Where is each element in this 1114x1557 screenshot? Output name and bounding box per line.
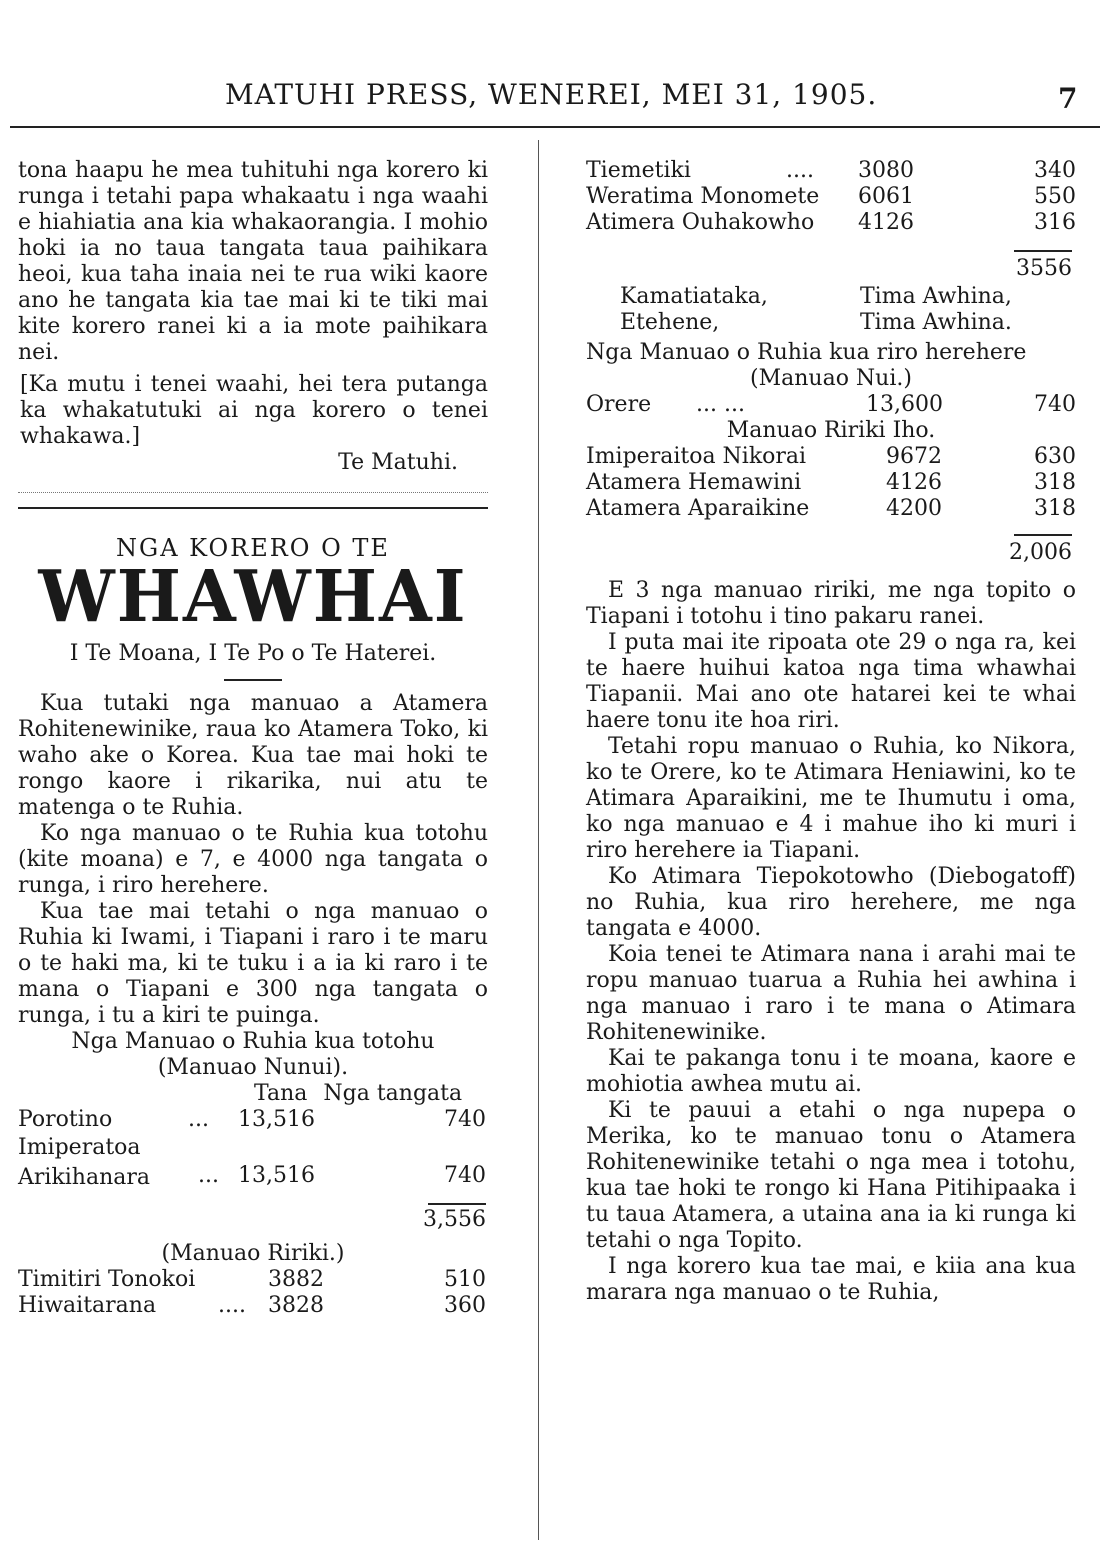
ship-tons: 13,516 xyxy=(238,1107,315,1132)
table-header xyxy=(18,1081,488,1107)
ship-men: 318 xyxy=(1034,496,1076,521)
officers-row xyxy=(586,310,1076,336)
continued-paragraph: tona haapu he mea tuhituhi nga korero ki runga i tetahi papa whakaatu i nga waahi e hiahiatia ana kia whakaorangia. I mohio hoki ia no taua tangata taua paihikara heoi, kua taha inaia nei te rua wiki kaore ano he tangata kia tae mai ki te tiki mai kite korero ranei ki a ia mote paihikara nei. xyxy=(18,158,488,365)
article-paragraph: Ki te pauui a etahi o nga nupepa o Merika, ko te manuao tonu o Atamera Rohitenewinike tetahi o nga mea i totohu, kua tae hoki te rongo ki Hana Pitihipaaka i tu taua Atamera, a utaina ana ia ki runga ki tetahi o nga Topito. xyxy=(586,1098,1076,1253)
sum-rule xyxy=(428,1203,486,1205)
subheadline: I Te Moana, I Te Po o Te Haterei. xyxy=(69,641,437,666)
article-paragraph: Tetahi ropu manuao o Ruhia, ko Nikora, ko te Orere, ko te Atimara Heniawini, ko te Atimara Aparaikini, me te Ihumutu i oma, ko nga manuao e 4 i mahue iho ki muri i riro herehere ia Tiapani. xyxy=(586,734,1076,863)
ship-name: Hiwaitarana xyxy=(18,1293,157,1318)
table-title: Nga Manuao o Ruhia kua totohu xyxy=(71,1029,435,1054)
ship-tons: 13,516 xyxy=(238,1163,315,1188)
ship-name: Porotino xyxy=(18,1107,113,1132)
ship-tons: 4126 xyxy=(886,470,942,495)
article-paragraph: I puta mai ite ripoata ote 29 o nga ra, kei te haere huihui katoa nga tima whawhai Tiapanii. Mai ano ote hatarei kei te whai haere tonu ite hoa riri. xyxy=(586,630,1076,733)
table-total: 2,006 xyxy=(1009,540,1072,565)
article-paragraph: Ko Atimara Tiepokotowho (Diebogatoff) no Ruhia, kua riro herehere, me nga tangata e 4000. xyxy=(586,864,1076,941)
table-total: 3,556 xyxy=(423,1207,486,1232)
ship-tons: 6061 xyxy=(858,184,914,209)
ship-men: 510 xyxy=(444,1267,486,1292)
headline-kicker: NGA KORERO O TE xyxy=(116,534,390,562)
table-row xyxy=(586,158,1076,184)
table-row xyxy=(18,1267,488,1293)
ship-name: Orere xyxy=(586,392,652,417)
table-subtitle: (Manuao Ririki.) xyxy=(161,1241,345,1266)
masthead-title: MATUHI PRESS, WENEREI, MEI 31, 1905. xyxy=(225,78,878,111)
table-row xyxy=(586,392,1076,418)
ship-tons: 4200 xyxy=(886,496,942,521)
officers-row xyxy=(586,284,1076,310)
table-row xyxy=(18,1293,488,1319)
ship-name: Timitiri Tonokoi xyxy=(18,1267,196,1292)
ship-men: 360 xyxy=(444,1293,486,1318)
ship-men: 740 xyxy=(444,1163,486,1188)
table-total: 3556 xyxy=(1016,256,1072,281)
headline: WHAWHAI xyxy=(38,555,468,639)
table-row xyxy=(586,496,1076,522)
article-paragraph: Kua tutaki nga manuao a Atamera Rohitenewinike, raua ko Atamera Toko, ki waho ake o Korea. Kua tae mai hoki te rongo kaore i rikarika, nui atu te matenga o te Ruhia. xyxy=(18,691,488,820)
sum-rule xyxy=(1014,250,1072,252)
leader-dots: .... xyxy=(218,1293,246,1318)
article-paragraph: I nga korero kua tae mai, e kiia ana kua marara nga manuao o te Ruhia, xyxy=(586,1254,1076,1305)
header-rule xyxy=(10,126,1100,128)
ship-name: Imiperaitoa Nikorai xyxy=(586,444,807,469)
officer-name: Tima Awhina. xyxy=(860,310,1012,335)
table-row xyxy=(586,210,1076,236)
leader-dots: ... xyxy=(188,1107,209,1132)
ship-name: Atimera Ouhakowho xyxy=(586,210,815,235)
ship-men: 740 xyxy=(1034,392,1076,417)
ship-name: Atamera Hemawini xyxy=(586,470,802,495)
leader-dots: ... ... xyxy=(696,392,745,417)
table-subtitle: Manuao Ririki Iho. xyxy=(726,418,936,443)
article-paragraph: Kua tae mai tetahi o nga manuao o Ruhia ki Iwami, i Tiapani i raro i te maru o te haki ma, ki te tuku i a ia ki raro i te mana o Tiapani e 300 nga tangata o runga, i tu a kiri te puinga. xyxy=(18,899,488,1028)
column-divider xyxy=(538,140,539,1540)
ship-name: Tiemetiki xyxy=(586,158,691,183)
column-header-tons: Tana xyxy=(254,1081,308,1106)
ship-tons: 13,600 xyxy=(866,392,943,417)
leader-dots: .... xyxy=(786,158,814,183)
ship-tons: 3080 xyxy=(858,158,914,183)
ship-men: 550 xyxy=(1034,184,1076,209)
officer-name: Kamatiataka, xyxy=(620,284,768,309)
ship-men: 316 xyxy=(1034,210,1076,235)
ship-name: Weratima Monomete xyxy=(586,184,820,209)
table-row xyxy=(586,470,1076,496)
ship-men: 340 xyxy=(1034,158,1076,183)
table-row xyxy=(586,444,1076,470)
officer-name: Etehene, xyxy=(620,310,720,335)
officer-name: Tima Awhina, xyxy=(860,284,1012,309)
article-paragraph: E 3 nga manuao ririki, me nga topito o Tiapani i totohu i tino pakaru ranei. xyxy=(586,578,1076,629)
ship-name: Imiperatoa Arikihanara xyxy=(18,1135,151,1190)
table-row xyxy=(586,184,1076,210)
left-column xyxy=(18,158,488,1319)
article-paragraph: Kai te pakanga tonu i te moana, kaore e mohiotia awhea mutu ai. xyxy=(586,1046,1076,1097)
article-paragraph: Koia tenei te Atimara nana i arahi mai te ropu manuao tuarua a Ruhia hei awhina i nga manuao i raro i te mana o Atimara Rohitenewinike. xyxy=(586,942,1076,1045)
ship-name: Atamera Aparaikine xyxy=(586,496,810,521)
table-subtitle: (Manuao Nunui). xyxy=(157,1055,349,1080)
column-header-men: Nga tangata xyxy=(323,1081,463,1106)
article-paragraph: Ko nga manuao o te Ruhia kua totohu (kite moana) e 7, e 4000 nga tangata o runga, i riro herehere. xyxy=(18,821,488,898)
leader-dots: ... xyxy=(198,1163,219,1188)
editor-note: [Ka mutu i tenei waahi, hei tera putanga ka whakatutuki ai nga korero o tenei whakawa.] xyxy=(20,372,488,449)
ship-men: 318 xyxy=(1034,470,1076,495)
ship-men: 740 xyxy=(444,1107,486,1132)
right-column xyxy=(586,158,1076,1306)
table-subtitle: (Manuao Nui.) xyxy=(750,366,912,391)
table-title: Nga Manuao o Ruhia kua riro herehere xyxy=(586,340,1027,365)
table-row xyxy=(18,1133,488,1193)
ship-tons: 3882 xyxy=(268,1267,324,1292)
table-row xyxy=(18,1107,488,1133)
signature: Te Matuhi. xyxy=(338,450,458,475)
ship-tons: 3828 xyxy=(268,1293,324,1318)
ship-tons: 9672 xyxy=(886,444,942,469)
ship-men: 630 xyxy=(1034,444,1076,469)
ship-tons: 4126 xyxy=(858,210,914,235)
page-number: 7 xyxy=(1058,82,1078,115)
sum-rule xyxy=(1014,534,1072,536)
page-header xyxy=(0,78,1114,118)
